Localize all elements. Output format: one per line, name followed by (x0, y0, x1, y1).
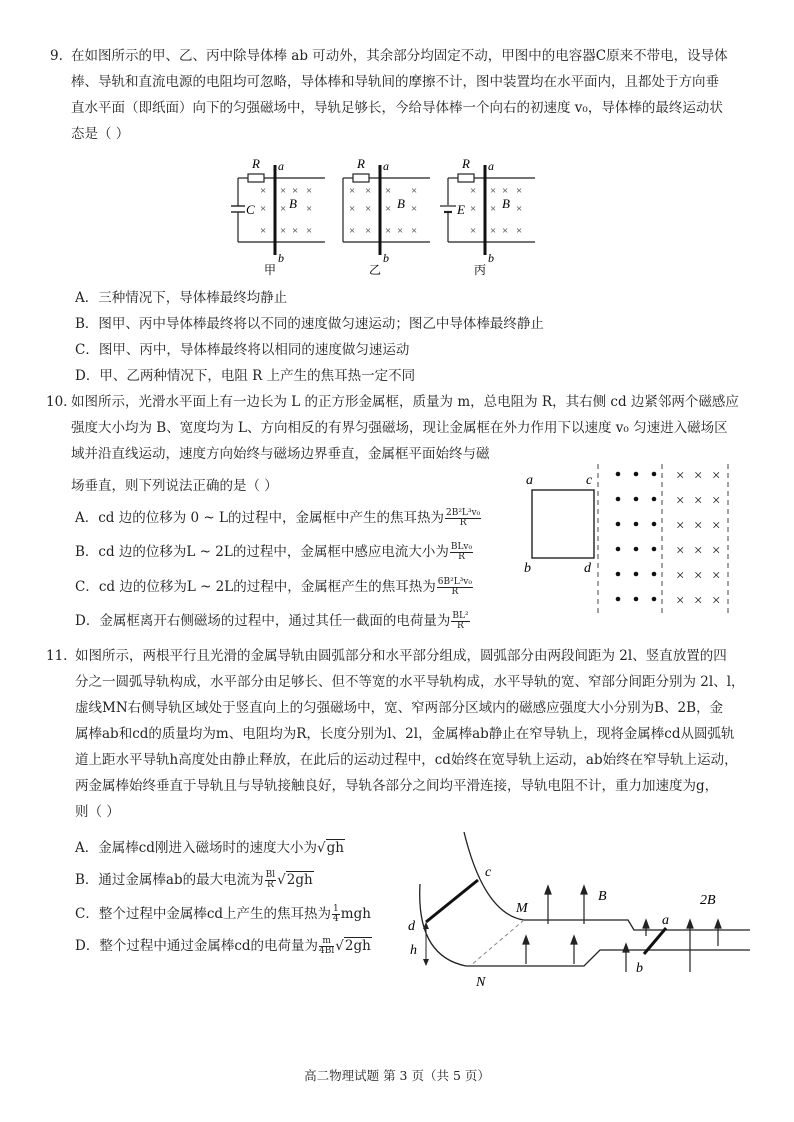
q9-figure-yi (343, 156, 430, 277)
svg-text:×: × (676, 493, 685, 509)
svg-text:×: × (411, 225, 418, 237)
q11-stem-line-4: 属棒ab和cd的质量均为m、电阻均为R，长度分别为l、2l，金属棒ab静止在窄导轨上，现将金属棒cd从圆弧轨 (75, 726, 735, 742)
svg-text:×: × (260, 225, 267, 237)
label-c-jia: C (246, 202, 255, 217)
caption-yi: 乙 (369, 263, 382, 277)
rail-lower (466, 950, 750, 966)
resistor-r-yi (353, 174, 369, 182)
q11-option-a: A．金属棒cd刚进入磁场时的速度大小为√gh (75, 840, 344, 856)
svg-text:×: × (490, 225, 497, 237)
label-2b-field: 2B (700, 893, 716, 908)
q9-stem-line-4: 态是（ ） (71, 126, 130, 142)
svg-text:×: × (712, 468, 721, 484)
caption-jia: 甲 (264, 263, 277, 277)
svg-text:×: × (694, 493, 703, 509)
q11-stem-line-2: 分之一圆弧导轨构成，水平部分由足够长、但不等宽的水平导轨构成，水平导轨的宽、窄部分间距分别为 2l、l， (75, 674, 745, 690)
q10-option-a: A．cd 边的位移为 0 ~ L的过程中，金属框中产生的焦耳热为 $\frac{\text{2B²L³v₀}}{R}$ (75, 508, 481, 528)
svg-text:×: × (280, 203, 287, 215)
svg-text:×: × (385, 203, 392, 215)
svg-text:×: × (694, 518, 703, 534)
field-marks-bing (470, 185, 522, 237)
field-crosses-in (676, 468, 720, 609)
q11-option-c: C．整个过程中金属棒cd上产生的焦耳热为 $\frac{1}{4}$ mgh (75, 904, 371, 924)
svg-text:×: × (349, 225, 356, 237)
label-b: b (636, 961, 643, 976)
label-h: h (410, 943, 417, 958)
label-a-jia: a (278, 159, 284, 173)
svg-text:×: × (694, 593, 703, 609)
svg-text:×: × (676, 518, 685, 534)
label-b-field-yi: B (397, 196, 405, 211)
svg-text:×: × (280, 185, 287, 197)
svg-text:×: × (411, 203, 418, 215)
svg-text:×: × (502, 225, 509, 237)
q9-option-c: C．图甲、丙中，导体棒最终将以相同的速度做匀速运动 (75, 342, 410, 358)
label-r-yi: R (357, 156, 365, 171)
svg-text:×: × (516, 225, 523, 237)
label-d: d (408, 919, 415, 934)
svg-text:×: × (694, 543, 703, 559)
svg-text:×: × (385, 185, 392, 197)
svg-text:×: × (306, 225, 313, 237)
field-marks-yi (349, 185, 417, 237)
svg-text:×: × (292, 185, 299, 197)
q9-option-a: A．三种情况下，导体棒最终均静止 (75, 290, 288, 306)
svg-text:×: × (676, 543, 685, 559)
q9-stem-line-1: 在如图所示的甲、乙、丙中除导体棒 ab 可动外，其余部分均固定不动，甲图中的电容器C原来不带电，设导体 (71, 48, 728, 64)
q11-stem-line-7: 则（ ） (75, 804, 120, 820)
label-c: c (586, 473, 593, 488)
svg-text:×: × (712, 518, 721, 534)
q10-option-c: C．cd 边的位移为L ~ 2L的过程中，金属框产生的焦耳热为 $\frac{\text{6B²L³v₀}}{R}$ (75, 577, 472, 597)
svg-text:×: × (516, 185, 523, 197)
q9-option-d: D．甲、乙两种情况下，电阻 R 上产生的焦耳热一定不同 (75, 368, 416, 384)
svg-text:×: × (516, 203, 523, 215)
svg-text:×: × (712, 543, 721, 559)
label-d: d (584, 561, 591, 576)
q10-stem-line-2: 强度大小均为 B、宽度均为 L、方向相反的有界匀强磁场，现让金属框在外力作用下以速度 v₀ 匀速进入磁场区 (71, 420, 728, 436)
svg-text:×: × (365, 185, 372, 197)
svg-text:×: × (470, 225, 477, 237)
q10-option-b: B．cd 边的位移为L ~ 2L的过程中，金属框中感应电流大小为 $\frac{\text{BLv₀}}{R}$ (75, 542, 473, 562)
label-a: a (526, 473, 533, 488)
label-r-jia: R (252, 156, 260, 171)
page-footer: 高二物理试题 第 3 页（共 5 页） (304, 1068, 490, 1083)
label-b-bing: b (488, 251, 494, 265)
label-a: a (662, 913, 669, 928)
label-b-field: B (598, 889, 607, 904)
svg-text:×: × (676, 593, 685, 609)
label-a-yi: a (383, 159, 389, 173)
svg-text:×: × (694, 568, 703, 584)
q10-stem-line-1: 如图所示，光滑水平面上有一边长为 L 的正方形金属框，质量为 m，总电阻为 R，其右侧 cd 边紧邻两个磁感应 (71, 394, 739, 410)
svg-text:×: × (676, 568, 685, 584)
svg-text:×: × (490, 185, 497, 197)
q11-number: 11. (46, 648, 68, 664)
q10-number: 10. (46, 394, 68, 410)
resistor-r-bing (458, 174, 474, 182)
svg-text:×: × (349, 203, 356, 215)
label-b: b (524, 561, 531, 576)
q9-figure (220, 150, 540, 280)
q11-option-b: B．通过金属棒ab的最大电流为 $\frac{Bl}{R}$ √2gh (75, 870, 313, 890)
svg-text:×: × (502, 185, 509, 197)
label-b-field-bing: B (502, 196, 510, 211)
label-b-yi: b (383, 251, 389, 265)
svg-text:×: × (411, 185, 418, 197)
q9-stem-line-2: 棒、导轨和直流电源的电阻均可忽略，导体棒和导轨间的摩擦不计，图中装置均在水平面内，且都处于方向垂 (71, 74, 719, 90)
label-m: M (516, 901, 528, 916)
label-c: c (485, 865, 492, 880)
svg-text:×: × (490, 203, 497, 215)
caption-bing: 丙 (474, 263, 487, 277)
svg-text:×: × (385, 225, 392, 237)
svg-text:×: × (365, 225, 372, 237)
field-arrows (523, 886, 721, 972)
svg-text:×: × (306, 185, 313, 197)
label-e-bing: E (457, 202, 465, 217)
q11-figure (400, 828, 760, 998)
rod-cd (426, 880, 478, 922)
label-n: N (476, 975, 486, 990)
label-a-bing: a (488, 159, 494, 173)
q9-figure-bing (440, 156, 535, 277)
svg-text:×: × (397, 225, 404, 237)
svg-text:×: × (260, 185, 267, 197)
q10-figure (516, 464, 746, 624)
q10-option-d: D．金属框离开右侧磁场的过程中，通过其任一截面的电荷量为 $\frac{\text{BL²}}{R}$ (75, 611, 469, 631)
svg-text:×: × (349, 185, 356, 197)
q11-option-d: D．整个过程中通过金属棒cd的电荷量为 $\frac{m}{4Bl}$ √2gh (75, 936, 371, 956)
svg-text:×: × (712, 568, 721, 584)
square-frame (532, 490, 594, 558)
svg-text:×: × (712, 493, 721, 509)
label-b-jia: b (278, 251, 284, 265)
q11-stem-line-1: 如图所示，两根平行且光滑的金属导轨由圆弧部分和水平部分组成，圆弧部分由两段间距为 2l、竖直放置的四 (75, 648, 727, 664)
svg-text:×: × (712, 593, 721, 609)
boundary-mn (470, 920, 524, 966)
q9-option-b: B．图甲、丙中导体棒最终将以不同的速度做匀速运动；图乙中导体棒最终静止 (75, 316, 544, 332)
field-marks-jia (260, 185, 312, 237)
svg-text:×: × (694, 468, 703, 484)
svg-text:×: × (260, 203, 267, 215)
label-b-field-jia: B (289, 196, 297, 211)
q11-stem-line-5: 道上距水平导轨h高度处由静止释放，在此后的运动过程中，cd始终在宽导轨上运动，ab始终在窄导轨上运动， (75, 752, 738, 768)
q9-number: 9. (50, 48, 63, 64)
q10-stem-line-4: 场垂直，则下列说法正确的是（ ） (71, 478, 278, 494)
svg-text:×: × (306, 203, 313, 215)
label-r-bing: R (462, 156, 470, 171)
field-dots-out (616, 472, 657, 602)
svg-text:×: × (292, 225, 299, 237)
svg-text:×: × (280, 225, 287, 237)
resistor-r-jia (248, 174, 264, 182)
arc-rail-outer (464, 832, 524, 920)
q11-stem-line-6: 两金属棒始终垂直于导轨且与导轨接触良好，导轨各部分之间均平滑连接，导轨电阻不计，重力加速度为g， (75, 778, 719, 794)
svg-text:×: × (470, 203, 477, 215)
svg-text:×: × (365, 203, 372, 215)
svg-text:×: × (676, 468, 685, 484)
q9-stem-line-3: 直水平面（即纸面）向下的匀强磁场中，导轨足够长，今给导体棒一个向右的初速度 v₀，导体棒的最终运动状 (71, 100, 723, 116)
q11-stem-line-3: 虚线MN右侧导轨区域处于竖直向上的匀强磁场中，宽、窄两部分区域内的磁感应强度大小分别为B、2B，金 (75, 700, 724, 716)
svg-text:×: × (470, 185, 477, 197)
q9-figure-jia (231, 156, 325, 277)
q10-stem-line-3: 域并沿直线运动，速度方向始终与磁场边界垂直，金属框平面始终与磁 (71, 446, 490, 462)
